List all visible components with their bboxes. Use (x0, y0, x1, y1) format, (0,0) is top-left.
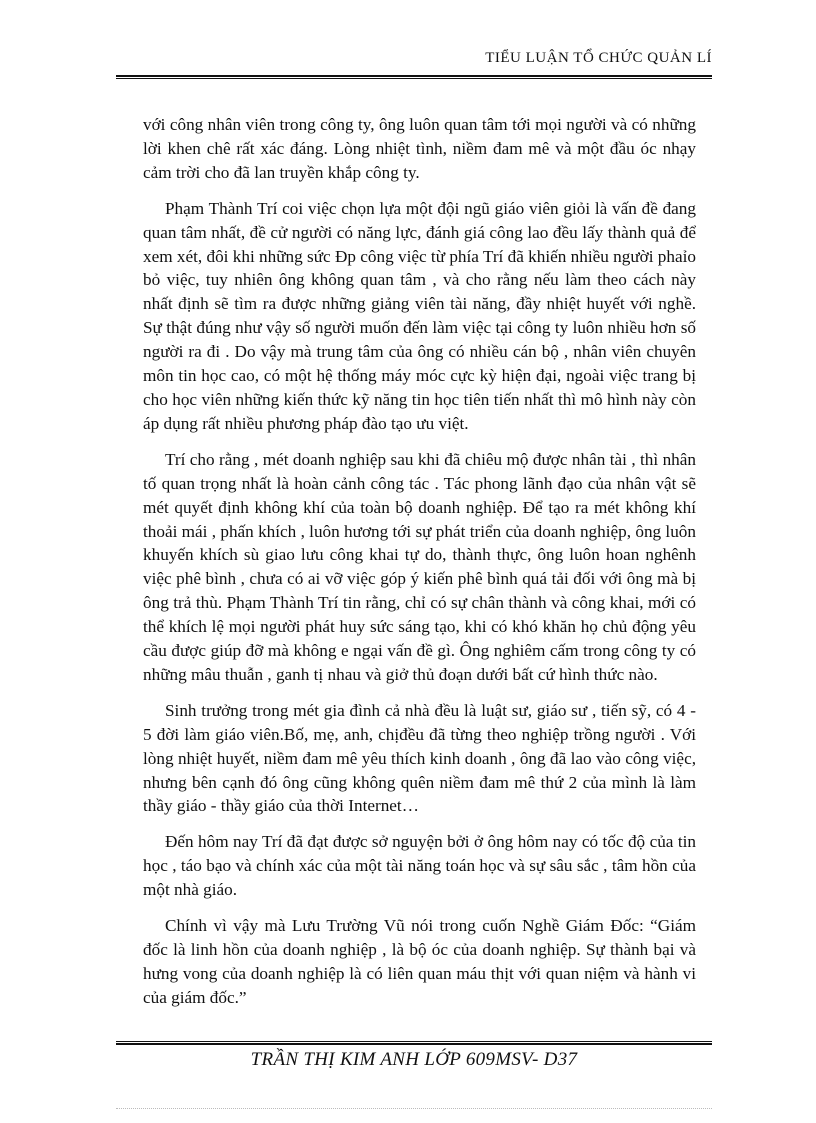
paragraph-4: Sinh trưởng trong mét gia đình cả nhà đều là luật sư, giáo sư , tiến sỹ, có 4 - 5 đời làm giáo viên.Bố, mẹ, anh, chịđều đã từng theo nghiệp trồng người . Với lòng nhiệt huyết, niềm đam mê yêu thích kinh doanh , ông đã lao vào công việc, nhưng bên cạnh đó ông cũng không quên niềm đam mê thứ 2 của mình là làm thầy giáo - thầy giáo của thời Internet… (143, 700, 696, 816)
body-text (143, 113, 696, 1022)
footer-rule (116, 1041, 712, 1045)
paragraph-3: Trí cho rằng , mét doanh nghiệp sau khi đã chiêu mộ được nhân tài , thì nhân tố quan trọng nhất là hoàn cảnh công tác . Tác phong lãnh đạo của nhân vật sẽ mét quyết định không khí của toàn bộ doanh nghiệp. Để tạo ra mét không khí thoải mái , phấn khích , luôn hương tới sự phát triển của doanh nghiệp, ông luôn khuyến khích sù giao lưu công khai tự do, thành thực, ông luôn hoan nghênh việc phê bình , chưa có ai vỡ việc góp ý kiến phê bình quá tải đối với ông mà bị ông trả thù. Phạm Thành Trí tin rằng, chỉ có sự chân thành và công khai, mới có thể khích lệ mọi người phát huy sức sáng tạo, khi có khó khăn họ chủ động yêu cầu được giúp đỡ mà không e ngại vấn đề gì. Ông nghiêm cấm trong công ty có những mâu thuẫn , ganh tị nhau và giở thủ đoạn dưới bất cứ hình thức nào. (143, 449, 696, 684)
header-rule (116, 75, 712, 79)
paragraph-1: với công nhân viên trong công ty, ông luôn quan tâm tới mọi người và có những lời khen chê rất xác đáng. Lòng nhiệt tình, niềm đam mê và một đầu óc nhạy cảm trời cho đã lan truyền khắp công ty. (143, 115, 696, 182)
header-title: TIỂU LUẬN TỔ CHỨC QUẢN LÍ (485, 50, 712, 66)
paragraph-5: Đến hôm nay Trí đã đạt được sở nguyện bởi ở ông hôm nay có tốc độ của tin học , táo bạo và chính xác của một tài năng toán học và sự sâu sắc , tâm hồn của một nhà giáo. (143, 832, 696, 900)
footer-author: TRẦN THỊ KIM ANH LỚP 609MSV- D37 (250, 1049, 578, 1070)
page-edge-divider (116, 1108, 712, 1109)
paragraph-2: Phạm Thành Trí coi việc chọn lựa một đội ngũ giáo viên giỏi là vấn đề đang quan tâm nhất, đề cử người có năng lực, đánh giá công lao đều lấy thành quả để xem xét, đôi khi những sức Đp công việc từ phía Trí đã khiến nhiều người phaỉo bỏ việc, tuy nhiên ông không quan tâm , và cho rằng nếu làm theo cách này nhất định sẽ tìm ra được những giảng viên tài năng, đầy nhiệt huyết với nghề. Sự thật đúng như vậy số người muốn đến làm việc tại công ty luôn nhiều hơn số người ra đi . Do vậy mà trung tâm của ông có nhiều cán bộ , nhân viên chuyên môn tin học cao, có một hệ thống máy móc cực kỳ hiện đại, ngoài việc trang bị cho học viên những kiến thức kỹ năng tin học tiên tiến nhất thì mô hình này còn áp dụng rất nhiều phương pháp đào tạo ưu việt. (143, 198, 696, 433)
paragraph-6: Chính vì vậy mà Lưu Trường Vũ nói trong cuốn Nghề Giám Đốc: “Giám đốc là linh hồn của doanh nghiệp , là bộ óc của doanh nghiệp. Sự thành bại và hưng vong của doanh nghiệp là có liên quan máu thịt với quan niệm và hành vi của giám đốc.” (143, 916, 696, 1007)
